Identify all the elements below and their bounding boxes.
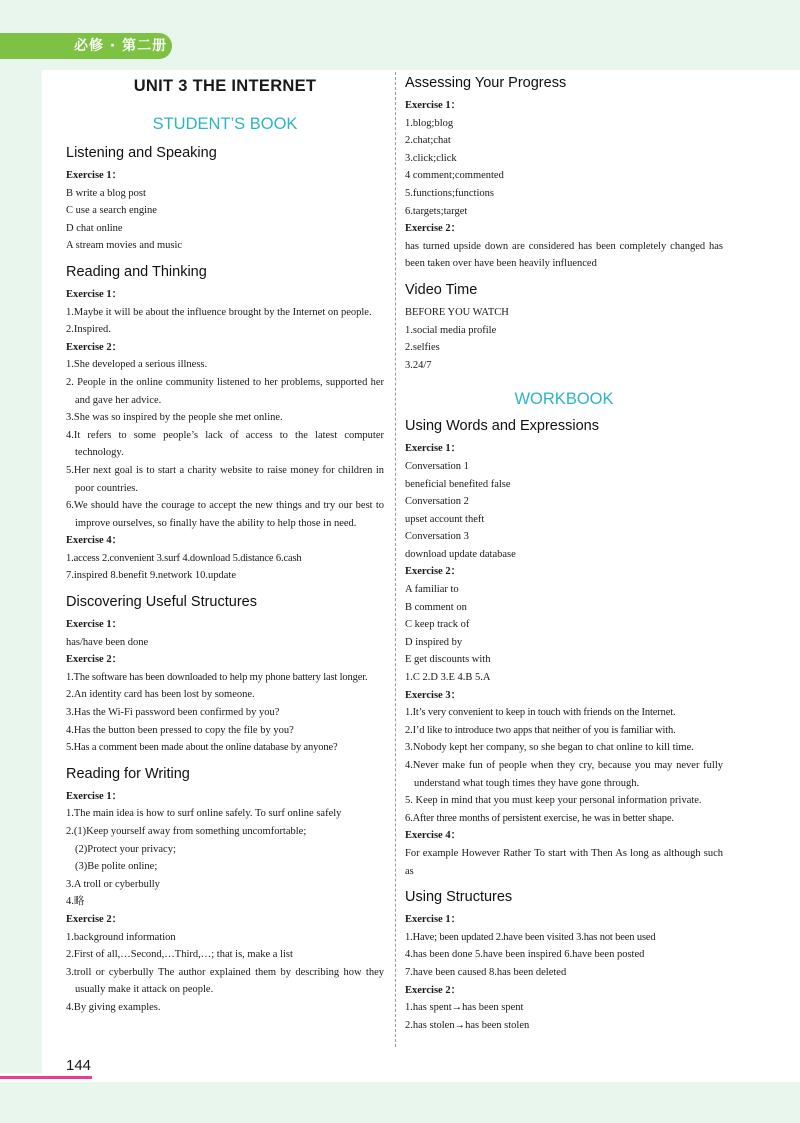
answer-item: 1.The main idea is how to surf online safely. To surf online safely [66,808,342,820]
answer-line: 2.has stolen→has been stolen [405,1019,530,1031]
answer-line: 3.24/7 [405,359,432,371]
exercise-label: Exercise 4： [405,830,462,842]
answer-item: 6.We should have the courage to accept the new things and try our best to improve ourselves, so finally have the ability to help those in need. [66,500,384,529]
answer-item: 4.Never make fun of people when they cry, because you may never fully understand what tough times they have gone through. [405,760,723,789]
answer-item: 1.It’s very convenient to keep in touch with friends on the Internet. [405,707,676,719]
exercise-label: Exercise 1： [66,619,123,631]
exercise-label: Exercise 3： [405,689,462,701]
page-number: 144 [66,1057,92,1074]
exercise-label: Exercise 4： [66,535,123,547]
answer-line: Conversation 1 [405,460,469,472]
answer-line: B write a blog post [66,187,146,199]
section-heading-writing: Reading for Writing [66,765,190,782]
answer-item: 3.She was so inspired by the people she met online. [66,412,283,424]
exercise-label: Exercise 2： [66,913,123,925]
answer-line: 5.functions;functions [405,187,494,199]
answer-line: 7.inspired 8.benefit 9.network 10.update [66,570,236,582]
answer-line: Conversation 2 [405,496,469,508]
section-heading-video: Video Time [405,281,478,298]
answer-text: For example However Rather To start with Then As long as although such as [405,847,723,877]
section-heading-progress: Assessing Your Progress [405,75,567,91]
answer-line: (2)Protect your privacy; [75,843,176,855]
answer-line: A familiar to [405,584,459,596]
exercise-label: Exercise 2： [405,984,462,996]
answer-line: 1.C 2.D 3.E 4.B 5.A [405,672,491,684]
page-number-underline [0,1076,92,1079]
answer-item: 4.It refers to some people’s lack of access to the latest computer technology. [66,429,384,459]
answer-item: 2.(1)Keep yourself away from something uncomfortable; [66,826,307,837]
answer-line: 1.access 2.convenient 3.surf 4.download 5.distance 6.cash [66,552,302,564]
answer-item: 1.She developed a serious illness. [66,359,208,371]
answer-line: D inspired by [405,636,463,648]
answer-item: 1.background information [66,931,176,943]
students-book-title: STUDENT’S BOOK [152,115,298,133]
answer-line: D chat online [66,222,123,234]
answer-item: 5.Has a comment been made about the online database by anyone? [66,742,338,754]
exercise-label: Exercise 2： [66,654,123,666]
exercise-label: Exercise 1： [66,288,123,300]
section-heading-listening: Listening and Speaking [66,145,217,161]
answer-line: E get discounts with [405,654,491,666]
left-column [66,74,384,1017]
answer-line: 7.have been caused 8.has been deleted [405,966,567,978]
answer-line: 2.chat;chat [405,135,451,147]
answer-line: upset account theft [405,513,485,525]
answer-line: B comment on [405,601,467,613]
answer-item: 4.By giving examples. [66,1001,161,1013]
answer-line: has/have been done [66,636,149,648]
workbook-title: WORKBOOK [514,390,614,409]
exercise-label: Exercise 2： [66,341,123,353]
answer-line: beneficial benefited false [405,478,511,490]
answer-item: 4.略 [66,896,85,908]
answer-line: 1.has spent→has been spent [405,1002,524,1014]
answer-line: 1.Have; been updated 2.have been visited 3.has not been used [405,931,656,943]
answer-item: 5.Her next goal is to start a charity website to raise money for children in poor countries. [66,464,384,494]
answer-text: has turned upside down are considered has been completely changed has been taken over have been heavily influenced [405,240,723,270]
answer-line: Conversation 3 [405,531,469,543]
exercise-label: Exercise 1： [66,790,123,802]
exercise-label: Exercise 1： [405,443,462,455]
section-heading-using-structures: Using Structures [405,889,513,906]
answer-line: 2.selfies [405,342,440,354]
answer-item: 2.An identity card has been lost by someone. [66,689,255,701]
answer-line: 1.blog;blog [405,117,454,129]
answer-line: (3)Be polite online; [75,861,158,873]
answer-line: 4 comment;commented [405,170,504,182]
answer-item: 3.A troll or cyberbully [66,878,160,890]
footer-band [0,1082,800,1123]
answer-line: 1.social media profile [405,324,497,336]
header-tab: 必修 · 第二册 [0,33,172,59]
answer-item: 2.First of all,…Second,…Third,…; that is, make a list [66,949,293,961]
answer-item: 2. People in the online community listened to her problems, supported her and gave her advice. [66,376,384,406]
section-heading-structures: Discovering Useful Structures [66,594,257,611]
answer-line: A stream movies and music [66,240,183,252]
answer-item: 2.Inspired. [66,324,111,336]
answer-item: 3.Has the Wi-Fi password been confirmed by you? [66,707,280,719]
answer-item: 1.Maybe it will be about the influence brought by the Internet on people. [66,306,372,318]
answer-line: C keep track of [405,619,470,631]
right-column [405,74,723,1034]
left-margin-strip [0,70,42,1073]
answer-item: 3.Nobody kept her company, so she began to chat online to kill time. [405,742,694,754]
answer-item: 6.After three months of persistent exercise, he was in better shape. [405,812,674,824]
answer-line: download update database [405,548,516,560]
answer-item: 2.I’d like to introduce two apps that neither of you is familiar with. [405,724,676,736]
column-divider [395,72,396,1047]
answer-item: 4.Has the button been pressed to copy the file by you? [66,724,294,736]
answer-line: BEFORE YOU WATCH [405,306,509,318]
answer-line: 6.targets;target [405,205,468,217]
section-heading-reading: Reading and Thinking [66,263,207,280]
answer-line: 4.has been done 5.have been inspired 6.have been posted [405,949,645,961]
answer-item: 5. Keep in mind that you must keep your personal information private. [405,795,702,807]
unit-title: UNIT 3 THE INTERNET [133,77,317,95]
answer-item: 1.The software has been downloaded to help my phone battery last longer. [66,671,368,683]
section-heading-words: Using Words and Expressions [405,418,599,435]
answer-item: 3.troll or cyberbully The author explained them by describing how they usually make it attack on people. [66,966,384,996]
exercise-label: Exercise 1： [405,100,462,111]
answer-line: C use a search engine [66,205,157,217]
exercise-label: Exercise 2： [405,223,462,235]
exercise-label: Exercise 1： [66,170,123,181]
exercise-label: Exercise 2： [405,566,462,578]
exercise-label: Exercise 1： [405,914,462,926]
answer-line: 3.click;click [405,152,457,164]
